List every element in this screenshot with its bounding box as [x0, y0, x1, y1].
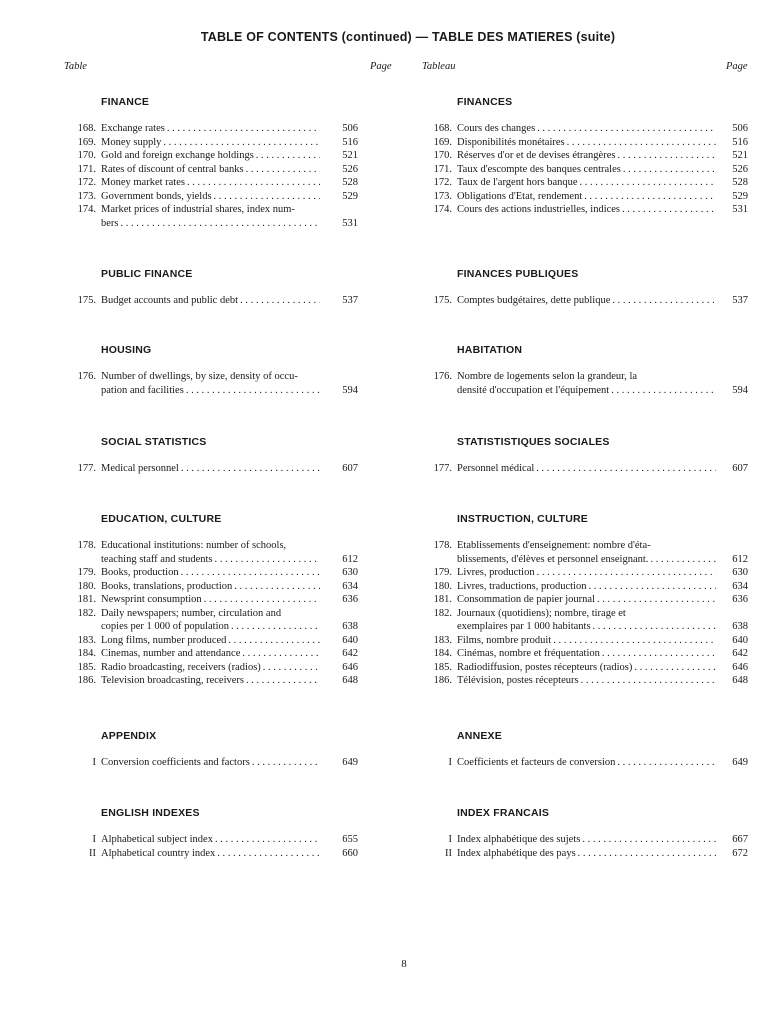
toc-entry[interactable] [424, 136, 748, 150]
toc-entry[interactable] [424, 370, 748, 397]
entry-page: 528 [732, 177, 748, 188]
entry-title-line: Cinémas, nombre et fréquentation . . . [457, 647, 716, 661]
toc-entry[interactable] [424, 203, 748, 217]
entry-page: 634 [732, 580, 748, 592]
entry-title [457, 674, 716, 688]
toc-section [424, 344, 748, 397]
toc-entry[interactable] [68, 756, 358, 770]
entry-title-line: Daily newspapers; number, circulation and [101, 607, 282, 619]
entry-page: 646 [732, 661, 748, 673]
entry-page: 506 [342, 123, 358, 134]
entry-number: 182. [433, 607, 452, 619]
toc-section [424, 96, 748, 217]
toc-section [424, 730, 748, 770]
entry-page: 634 [342, 580, 358, 592]
entry-title-line: Coefficients et facteurs de conversion . . . [457, 756, 716, 770]
toc-entry[interactable] [68, 136, 358, 150]
entry-page: 529 [732, 190, 748, 202]
entry-title [457, 294, 716, 308]
toc-entry[interactable] [424, 756, 748, 770]
entry-title-line: Conversion coefficients and factors . . . [101, 756, 320, 770]
entry-title-line: teaching staff and students . . . [101, 553, 320, 567]
toc-entry[interactable] [424, 122, 748, 136]
toc-section [68, 96, 358, 230]
entry-number: II [89, 847, 96, 859]
entry-page: 529 [342, 190, 358, 202]
section-title: FINANCES [457, 96, 513, 108]
entry-page: 516 [732, 136, 748, 148]
entry-page: 638 [732, 621, 748, 632]
entry-number: 180. [433, 580, 452, 592]
entry-title [101, 634, 320, 648]
entry-page: 640 [342, 634, 358, 646]
entry-title [457, 661, 716, 675]
entry-page: 672 [732, 847, 748, 859]
section-title: EDUCATION, CULTURE [101, 513, 222, 525]
entry-number: 172. [77, 177, 96, 188]
entry-page: 526 [342, 163, 358, 175]
toc-section [424, 268, 748, 308]
entry-page: 646 [342, 661, 358, 673]
entry-number: 184. [77, 648, 96, 659]
entry-title [457, 756, 716, 770]
entry-number: 181. [77, 594, 96, 605]
entry-title [101, 607, 320, 634]
entry-number: 176. [77, 371, 96, 382]
section-title: HABITATION [457, 344, 523, 356]
entry-title-line: Livres, traductions, production . . . [457, 580, 716, 594]
entry-title [457, 136, 716, 150]
entry-page: 607 [732, 463, 748, 474]
entry-title-line: Journaux (quotidiens); nombre, tirage et [457, 607, 626, 619]
entry-title [457, 190, 716, 204]
entry-title [457, 462, 716, 476]
section-title: STATISTISTIQUES SOCIALES [457, 436, 610, 448]
entry-title [101, 674, 320, 688]
toc-entry[interactable] [68, 122, 358, 136]
page-number: 8 [401, 958, 407, 970]
toc-entry[interactable] [424, 149, 748, 163]
entry-title [457, 847, 716, 861]
entry-page: 636 [732, 594, 748, 605]
entry-page: 537 [342, 295, 358, 306]
toc-section [68, 807, 358, 860]
entry-title [101, 462, 320, 476]
toc-entry[interactable] [424, 580, 748, 594]
entry-number: 168. [77, 123, 96, 134]
entry-title-line: copies per 1 000 of population . . . [101, 620, 320, 634]
entry-number: 177. [433, 463, 452, 474]
toc-entry[interactable] [68, 607, 358, 634]
entry-title [101, 190, 320, 204]
entry-title-line: Radio broadcasting, receivers (radios) . . . [101, 661, 320, 675]
toc-entry[interactable] [68, 203, 358, 230]
entry-title-line: Television broadcasting, receivers . . . [101, 674, 320, 688]
toc-entry[interactable] [424, 176, 748, 190]
entry-page: 630 [732, 567, 748, 578]
entry-title [457, 580, 716, 594]
entry-title-line: Personnel médical . . . [457, 462, 716, 476]
entry-title-line: Comptes budgétaires, dette publique . . . [457, 294, 716, 308]
entry-title-line: Livres, production . . . [457, 566, 716, 580]
entry-title [101, 566, 320, 580]
toc-entry[interactable] [424, 847, 748, 861]
entry-title-line: Newsprint consumption . . . [101, 593, 320, 607]
toc-entry[interactable] [68, 539, 358, 566]
toc-entry[interactable] [68, 190, 358, 204]
entry-title-line: Budget accounts and public debt . . . [101, 294, 320, 308]
entry-number: 168. [433, 123, 452, 134]
entry-title-line: Index alphabétique des pays . . . [457, 847, 716, 861]
toc-entry[interactable] [68, 163, 358, 177]
entry-page: 506 [732, 123, 748, 134]
entry-title [101, 647, 320, 661]
entry-title [457, 370, 716, 397]
entry-title-line: Books, translations, production . . . [101, 580, 320, 594]
entry-page: 649 [732, 757, 748, 768]
entry-title-line: Money market rates . . . [101, 176, 320, 190]
entry-number: 185. [77, 661, 96, 673]
entry-page: 640 [732, 634, 748, 646]
entry-title [457, 593, 716, 607]
entry-number: 171. [77, 163, 96, 175]
entry-title [457, 647, 716, 661]
entry-page: 655 [342, 834, 358, 845]
entry-title-line: Government bonds, yields . . . [101, 190, 320, 204]
entry-title [457, 566, 716, 580]
entry-title-line: Alphabetical country index . . . [101, 847, 320, 861]
entry-number: I [448, 757, 452, 768]
entry-title [457, 539, 716, 566]
entry-title-line: blissements, d'élèves et personnel enseignant. . . . [457, 553, 716, 567]
entry-number: 175. [433, 295, 452, 306]
entry-number: 185. [433, 661, 452, 673]
toc-entry[interactable] [68, 149, 358, 163]
toc-entry[interactable] [424, 607, 748, 634]
entry-page: 607 [342, 463, 358, 474]
entry-number: 183. [77, 634, 96, 646]
entry-number: 182. [77, 607, 96, 619]
entry-page: 531 [732, 204, 748, 215]
entry-title-line: Nombre de logements selon la grandeur, la [457, 371, 638, 382]
toc-entry[interactable] [424, 566, 748, 580]
entry-number: 176. [433, 371, 452, 382]
toc-entry[interactable] [68, 661, 358, 675]
toc-entry[interactable] [68, 462, 358, 476]
entry-title [101, 593, 320, 607]
entry-title [457, 607, 716, 634]
toc-section [424, 807, 748, 860]
entry-page: 594 [342, 384, 358, 396]
section-title: SOCIAL STATISTICS [101, 436, 207, 448]
entry-number: 186. [77, 675, 96, 686]
entry-number: 173. [433, 190, 452, 202]
toc-entry[interactable] [424, 674, 748, 688]
entry-title-line: Index alphabétique des sujets . . . [457, 833, 716, 847]
toc-entry[interactable] [68, 647, 358, 661]
entry-title-line: Long films, number produced . . . [101, 634, 320, 648]
toc-entry[interactable] [68, 593, 358, 607]
entry-title-line: pation and facilities . . . [101, 384, 320, 398]
entry-title-line: Etablissements d'enseignement: nombre d'éta- [457, 540, 651, 551]
toc-entry[interactable] [424, 190, 748, 204]
entry-page: 612 [732, 553, 748, 565]
entry-title-line: Educational institutions: number of schools, [101, 540, 287, 551]
toc-entry[interactable] [424, 294, 748, 308]
entry-title [101, 539, 320, 566]
entry-page: 521 [732, 150, 748, 161]
entry-number: 175. [77, 295, 96, 306]
toc-entry[interactable] [68, 370, 358, 397]
entry-page: 648 [342, 675, 358, 686]
entry-page: 638 [342, 621, 358, 632]
entry-title-line: Films, nombre produit . . . [457, 634, 716, 648]
section-title: FINANCE [101, 96, 150, 108]
toc-section [424, 436, 748, 476]
toc-entry[interactable] [68, 566, 358, 580]
section-title: INSTRUCTION, CULTURE [457, 513, 588, 525]
toc-entry[interactable] [68, 634, 358, 648]
entry-title [457, 149, 716, 163]
toc-section [68, 730, 358, 770]
entry-title [101, 149, 320, 163]
entry-title [101, 122, 320, 136]
toc-entry[interactable] [424, 462, 748, 476]
entry-page: 526 [732, 163, 748, 175]
entry-number: 186. [433, 675, 452, 686]
entry-title-line: Gold and foreign exchange holdings . . . [101, 149, 320, 163]
entry-title [101, 163, 320, 177]
section-title: INDEX FRANCAIS [457, 807, 550, 819]
entry-title [101, 580, 320, 594]
entry-title-line: Cours des changes . . . [457, 122, 716, 136]
entry-number: 174. [77, 204, 96, 215]
entry-title-line: Alphabetical subject index . . . [101, 833, 320, 847]
entry-title-line: Obligations d'Etat, rendement . . . [457, 190, 716, 204]
entry-number: 170. [77, 150, 96, 161]
toc-section [68, 436, 358, 476]
entry-page: 630 [342, 567, 358, 578]
entry-title-line: bers . . . [101, 217, 320, 231]
toc-section [68, 268, 358, 308]
toc-entry[interactable] [424, 833, 748, 847]
entry-title [457, 163, 716, 177]
entry-number: 171. [433, 163, 452, 175]
entry-page: 648 [732, 675, 748, 686]
entry-number: 183. [433, 634, 452, 646]
entry-title [101, 294, 320, 308]
entry-number: 178. [77, 540, 96, 551]
entry-title [101, 756, 320, 770]
entry-page: 642 [732, 648, 748, 659]
entry-title-line: exemplaires par 1 000 habitants . . . [457, 620, 716, 634]
section-title: ANNEXE [457, 730, 502, 742]
toc-section [68, 513, 358, 688]
entry-number: 179. [433, 567, 452, 578]
entry-page: 660 [342, 847, 358, 859]
entry-title [101, 136, 320, 150]
toc-entry[interactable] [68, 833, 358, 847]
entry-title-line: densité d'occupation et l'équipement . . . [457, 384, 716, 398]
toc-entry[interactable] [424, 163, 748, 177]
entry-number: 181. [433, 594, 452, 605]
section-title: PUBLIC FINANCE [101, 268, 193, 280]
entry-page: 642 [342, 648, 358, 659]
entry-title-line: Exchange rates . . . [101, 122, 320, 136]
entry-page: 521 [342, 150, 358, 161]
section-title: HOUSING [101, 344, 152, 356]
entry-number: 180. [77, 580, 96, 592]
section-title: APPENDIX [101, 730, 157, 742]
entry-page: 537 [732, 295, 748, 306]
entry-number: 179. [77, 567, 96, 578]
entry-title-line: Cinemas, number and attendance . . . [101, 647, 320, 661]
entry-page: 528 [342, 177, 358, 188]
left-table-label: Table [64, 61, 87, 72]
entry-title-line: Réserves d'or et de devises étrangères . . . [457, 149, 716, 163]
toc-section [424, 513, 748, 688]
entry-title-line: Télévision, postes récepteurs . . . [457, 674, 716, 688]
entry-title-line: Rates of discount of central banks . . . [101, 163, 320, 177]
entry-title [101, 176, 320, 190]
entry-page: 649 [342, 757, 358, 768]
entry-number: II [445, 847, 452, 859]
entry-title [101, 370, 320, 397]
section-title: ENGLISH INDEXES [101, 807, 200, 819]
entry-title-line: Market prices of industrial shares, index num- [101, 204, 295, 215]
entry-number: 169. [77, 136, 96, 148]
toc-entry[interactable] [424, 634, 748, 648]
entry-title-line: Money supply . . . [101, 136, 320, 150]
entry-title-line: Number of dwellings, by size, density of occu- [101, 371, 298, 382]
entry-number: 177. [77, 463, 96, 474]
toc-entry[interactable] [424, 593, 748, 607]
entry-page: 594 [732, 384, 748, 396]
entry-number: I [92, 834, 96, 845]
entry-number: 178. [433, 540, 452, 551]
toc-entry[interactable] [424, 647, 748, 661]
entry-title [457, 176, 716, 190]
entry-title-line: Cours des actions industrielles, indices . . . [457, 203, 716, 217]
entry-title [457, 203, 716, 217]
right-page-label: Page [726, 61, 748, 72]
entry-page: 667 [732, 834, 748, 845]
toc-entry[interactable] [424, 661, 748, 675]
entry-page: 516 [342, 136, 358, 148]
toc-entry[interactable] [68, 674, 358, 688]
entry-title [101, 833, 320, 847]
entry-title [457, 634, 716, 648]
entry-title [101, 203, 320, 230]
entry-title-line: Taux d'escompte des banques centrales . . . [457, 163, 716, 177]
entry-title-line: Taux de l'argent hors banque . . . [457, 176, 716, 190]
toc-entry[interactable] [424, 539, 748, 566]
entry-number: 170. [433, 150, 452, 161]
entry-number: 174. [433, 204, 452, 215]
toc-entry[interactable] [68, 176, 358, 190]
section-title: FINANCES PUBLIQUES [457, 268, 579, 280]
entry-number: 172. [433, 177, 452, 188]
entry-title-line: Consommation de papier journal . . . [457, 593, 716, 607]
page-title: TABLE OF CONTENTS (continued) — TABLE DES MATIERES (suite) [200, 30, 616, 44]
left-page-label: Page [370, 61, 392, 72]
entry-number: 184. [433, 648, 452, 659]
entry-number: I [92, 757, 96, 768]
entry-title [457, 122, 716, 136]
toc-entry[interactable] [68, 847, 358, 861]
toc-section [68, 344, 358, 397]
entry-title [101, 847, 320, 861]
entry-title-line: Disponibilités monétaires . . . [457, 136, 716, 150]
toc-entry[interactable] [68, 294, 358, 308]
entry-title [457, 833, 716, 847]
entry-page: 636 [342, 594, 358, 605]
entry-page: 612 [342, 553, 358, 565]
right-table-label: Tableau [422, 61, 456, 72]
entry-title-line: Books, production . . . [101, 566, 320, 580]
entry-number: 173. [77, 190, 96, 202]
entry-page: 531 [342, 217, 358, 229]
entry-number: 169. [433, 136, 452, 148]
entry-title [101, 661, 320, 675]
toc-entry[interactable] [68, 580, 358, 594]
entry-title-line: Medical personnel . . . [101, 462, 320, 476]
entry-title-line: Radiodiffusion, postes récepteurs (radios) . . . [457, 661, 716, 675]
entry-number: I [448, 834, 452, 845]
